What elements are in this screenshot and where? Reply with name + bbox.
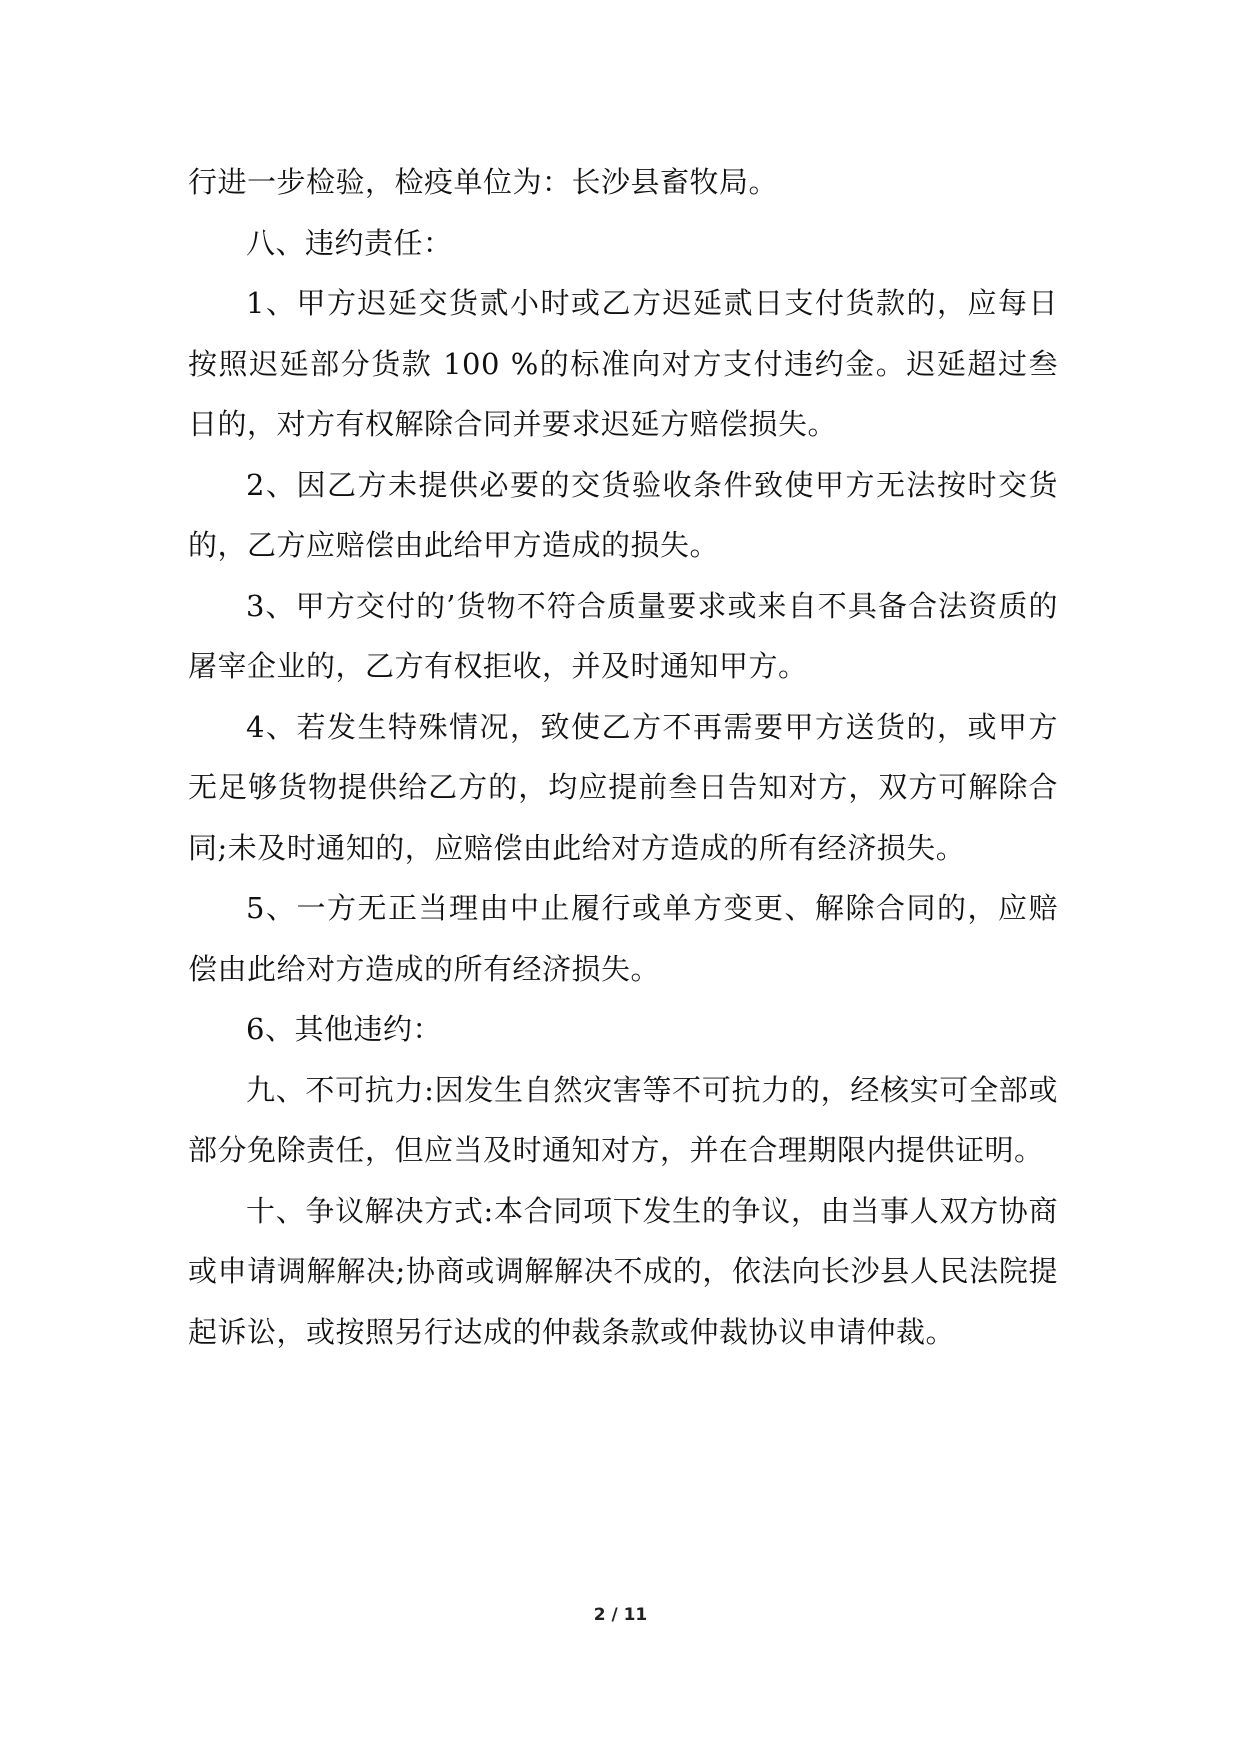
- page-number: 2 / 11: [593, 1605, 648, 1625]
- clause-1: 1、甲方迟延交货贰小时或乙方迟延贰日支付货款的，应每日按照迟延部分货款 100 %的标准向对方支付违约金。迟延超过叁日的，对方有权解除合同并要求迟延方赔偿损失。: [188, 286, 1058, 441]
- clause-6: 6、其他违约：: [246, 1012, 442, 1046]
- clause-2: 2、因乙方未提供必要的交货验收条件致使甲方无法按时交货的，乙方应赔偿由此给甲方造成的损失。: [188, 467, 1058, 562]
- document-body: [188, 152, 1058, 1362]
- paragraph-continuation: 行进一步检验，检疫单位为：长沙县畜牧局。: [188, 165, 779, 199]
- heading-breach-liability: 八、违约责任：: [246, 225, 453, 260]
- clause-4: 4、若发生特殊情况，致使乙方不再需要甲方送货的，或甲方无足够货物提供给乙方的，均应提前叁日告知对方，双方可解除合同;未及时通知的，应赔偿由此给对方造成的所有经济损失。: [188, 709, 1058, 865]
- clause-3: 3、甲方交付的’货物不符合质量要求或来自不具备合法资质的屠宰企业的，乙方有权拒收，并及时通知甲方。: [188, 588, 1058, 683]
- clause-5: 5、一方无正当理由中止履行或单方变更、解除合同的，应赔偿由此给对方造成的所有经济损失。: [188, 891, 1058, 986]
- section-force-majeure: 九、不可抗力:因发生自然灾害等不可抗力的，经核实可全部或部分免除责任，但应当及时通知对方，并在合理期限内提供证明。: [188, 1072, 1058, 1167]
- section-dispute-resolution: 十、争议解决方式:本合同项下发生的争议，由当事人双方协商或申请调解解决;协商或调解解决不成的，依法向长沙县人民法院提起诉讼，或按照另行达成的仲裁条款或仲裁协议申请仲裁。: [188, 1193, 1058, 1349]
